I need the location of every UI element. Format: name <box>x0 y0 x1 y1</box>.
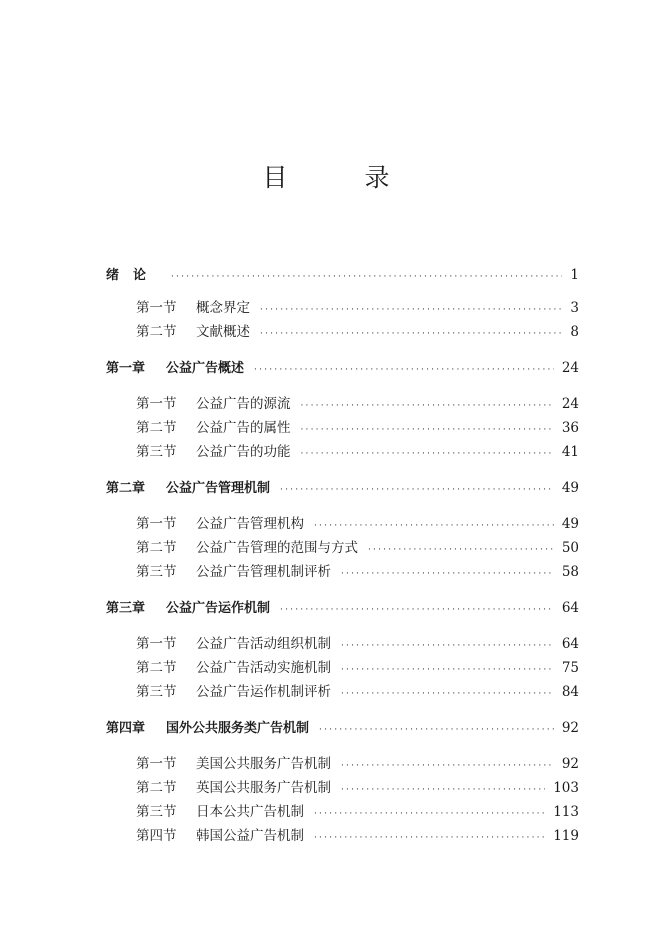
toc-entry-section[interactable] <box>136 322 579 342</box>
toc-page-number: 8 <box>570 324 579 340</box>
toc-entry-title: 公益广告管理机构 <box>196 516 304 532</box>
toc-entry-chapter[interactable] <box>106 358 579 378</box>
dot-leader <box>260 324 562 344</box>
toc-page-number: 24 <box>561 396 579 412</box>
dot-leader <box>301 396 554 416</box>
toc-entry-title: 公益广告运作机制评析 <box>196 684 331 700</box>
toc-section-number: 第二节 <box>136 324 177 340</box>
toc-section-number: 第一节 <box>136 756 177 772</box>
toc-chapter-number: 第二章 <box>106 481 146 496</box>
toc-entry-section[interactable] <box>136 682 579 702</box>
toc-entry-title: 公益广告运作机制 <box>166 601 271 616</box>
toc-entry-section[interactable] <box>136 802 579 822</box>
toc-entry-section[interactable] <box>136 514 579 534</box>
toc-section-number: 第三节 <box>136 444 177 460</box>
toc-entry-section[interactable] <box>136 538 579 558</box>
dot-leader <box>341 684 554 704</box>
toc-entry-chapter[interactable] <box>106 598 579 618</box>
page-title: 目 录 <box>262 163 416 192</box>
toc-entry-section[interactable] <box>136 754 579 774</box>
toc-entry-title: 日本公共广告机制 <box>196 804 304 820</box>
toc-chapter-number: 第三章 <box>106 601 146 616</box>
toc-entry-section[interactable] <box>136 826 579 846</box>
toc-entry-title: 概念界定 <box>196 300 250 316</box>
toc-section-number: 第二节 <box>136 780 177 796</box>
toc-section-number: 第二节 <box>136 420 177 436</box>
dot-leader <box>314 828 545 848</box>
toc-entry-title: 公益广告的属性 <box>196 420 291 436</box>
dot-leader <box>301 444 554 464</box>
toc-section-number: 第三节 <box>136 684 177 700</box>
dot-leader <box>314 516 554 536</box>
toc-chapter-number: 绪论 <box>106 268 161 283</box>
toc-entry-title: 韩国公益广告机制 <box>196 828 304 844</box>
toc-entry-title: 文献概述 <box>196 324 250 340</box>
toc-page-number: 49 <box>561 480 579 496</box>
dot-leader <box>280 600 554 620</box>
toc-section-number: 第三节 <box>136 564 177 580</box>
dot-leader <box>341 780 545 800</box>
toc-entry-chapter[interactable] <box>106 718 579 738</box>
toc-page-number: 75 <box>561 660 579 676</box>
toc-entry-section[interactable] <box>136 562 579 582</box>
toc-entry-title: 公益广告管理机制评析 <box>196 564 331 580</box>
toc-page-number: 103 <box>553 780 579 796</box>
toc-page-number: 64 <box>561 600 579 616</box>
toc-section-number: 第二节 <box>136 660 177 676</box>
dot-leader <box>341 564 554 584</box>
toc-section-number: 第一节 <box>136 396 177 412</box>
toc-entry-title: 英国公共服务广告机制 <box>196 780 331 796</box>
toc-entry-title: 公益广告活动组织机制 <box>196 636 331 652</box>
dot-leader <box>341 756 554 776</box>
toc-entry-chapter[interactable] <box>106 478 579 498</box>
toc-entry-section[interactable] <box>136 442 579 462</box>
toc-page-number: 119 <box>553 828 579 844</box>
toc-entry-title: 公益广告管理机制 <box>166 481 271 496</box>
toc-chapter-number: 第一章 <box>106 361 146 376</box>
toc-section-number: 第二节 <box>136 540 177 556</box>
dot-leader <box>314 804 545 824</box>
toc-page-number: 36 <box>561 420 579 436</box>
toc-entry-section[interactable] <box>136 778 579 798</box>
toc-entry-title: 公益广告的功能 <box>196 444 291 460</box>
toc-chapter-number: 第四章 <box>106 721 146 736</box>
toc-page-number: 64 <box>561 636 579 652</box>
toc-page-number: 1 <box>570 267 579 283</box>
toc-page-number: 92 <box>561 756 579 772</box>
toc-page-number: 24 <box>561 360 579 376</box>
toc-entry-section[interactable] <box>136 298 579 318</box>
toc-page-number: 50 <box>561 540 579 556</box>
toc-entry-title: 美国公共服务广告机制 <box>196 756 331 772</box>
dot-leader <box>280 480 554 500</box>
dot-leader <box>319 720 554 740</box>
toc-page-number: 3 <box>570 300 579 316</box>
toc-entry-title: 公益广告的源流 <box>196 396 291 412</box>
toc-page-number: 41 <box>561 444 579 460</box>
dot-leader <box>171 267 562 287</box>
toc-section-number: 第四节 <box>136 828 177 844</box>
toc-section-number: 第一节 <box>136 636 177 652</box>
toc-entry-title: 公益广告管理的范围与方式 <box>196 540 358 556</box>
toc-entry-introduction[interactable] <box>106 265 579 285</box>
toc-entry-section[interactable] <box>136 394 579 414</box>
toc-section-number: 第一节 <box>136 300 177 316</box>
toc-section-number: 第一节 <box>136 516 177 532</box>
toc-entry-title: 公益广告活动实施机制 <box>196 660 331 676</box>
toc-entry-section[interactable] <box>136 418 579 438</box>
toc-page-number: 92 <box>561 720 579 736</box>
toc-section-number: 第三节 <box>136 804 177 820</box>
dot-leader <box>368 540 554 560</box>
toc-page-number: 84 <box>561 684 579 700</box>
dot-leader <box>301 420 554 440</box>
toc-entry-title: 公益广告概述 <box>166 361 245 376</box>
toc-page-number: 58 <box>561 564 579 580</box>
dot-leader <box>260 300 562 320</box>
dot-leader <box>254 360 554 380</box>
dot-leader <box>341 636 554 656</box>
toc-page-number: 49 <box>561 516 579 532</box>
toc-page-number: 113 <box>553 804 579 820</box>
toc-entry-title: 国外公共服务类广告机制 <box>166 721 310 736</box>
dot-leader <box>341 660 554 680</box>
toc-entry-section[interactable] <box>136 658 579 678</box>
toc-entry-section[interactable] <box>136 634 579 654</box>
